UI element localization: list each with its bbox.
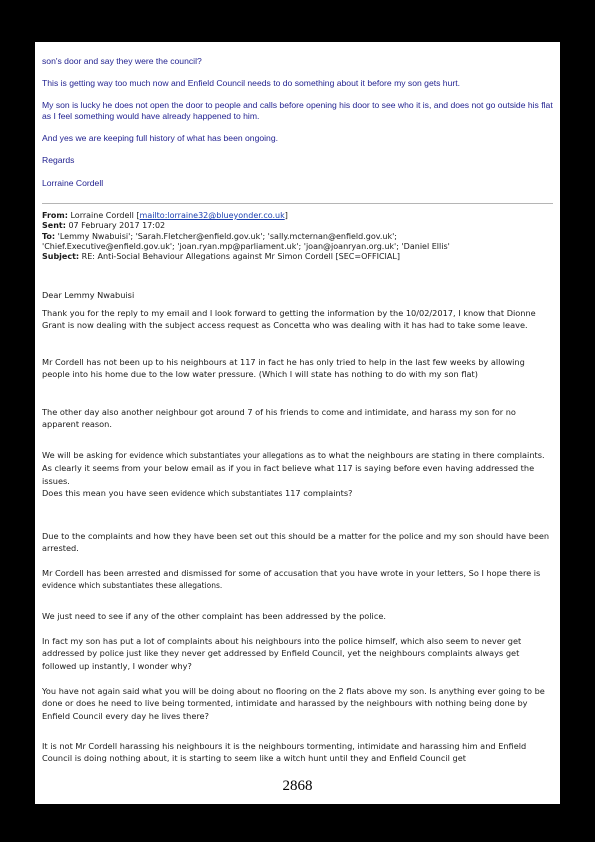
body-text: As clearly it seems from your below email as if you in fact believe what 117 is saying before even having addressed the issues.	[42, 463, 535, 486]
prev-email-paragraph: And yes we are keeping full history of what has been ongoing.	[42, 133, 279, 143]
body-paragraph: It is not Mr Cordell harassing his neighbours it is the neighbours tormenting, intimidate and harassing him and Enfield Council is doing nothing about, it is starting to seem like a witch hunt until they and Enfield Council get	[42, 741, 527, 764]
body-text: Mr Cordell has been arrested and dismissed for some of accusation that you have wrote in your letters, So I hope there is	[42, 568, 541, 578]
from-end: ]	[284, 211, 288, 220]
sent-label: Sent:	[42, 221, 66, 231]
from-label: From:	[42, 211, 68, 220]
to-label: To:	[42, 231, 56, 241]
to-line-continued: 'Chief.Executive@enfield.gov.uk'; 'joan.ryan.mp@parliament.uk'; 'joan@joanryan.org.uk'; 'Daniel Ellis'	[42, 241, 450, 251]
greeting: Dear Lemmy Nwabuisi	[42, 290, 135, 300]
prev-email-paragraph: This is getting way too much now and Enfield Council needs to do something about it before my son gets hurt.	[42, 78, 460, 88]
body-text-small: evidence which substantiates these allegations.	[42, 581, 223, 591]
separator-line	[42, 203, 553, 204]
sent-value: 07 February 2017 17:02	[68, 221, 166, 231]
body-paragraph	[42, 567, 554, 593]
body-text-small: evidence which substantiates	[171, 488, 283, 498]
prev-email-line: son's door and say they were the council?	[42, 56, 202, 66]
from-name: Lorraine Cordell [	[70, 211, 140, 220]
body-paragraph: You have not again said what you will be doing about no flooring on the 2 flats above my son. Is anything ever going to be done or does he need to live being tormented, intimidate and harassed by the neighbours with nothing being done by Enfield Council every day he lives there?	[42, 686, 545, 721]
body-paragraph: In fact my son has put a lot of complaints about his neighbours into the police himself, which also seem to never get addressed by police just like they never get addressed by Enfield Council, yet the neighbours complaints always get followed up instantly, I wonder why?	[42, 636, 522, 671]
body-paragraph: We just need to see if any of the other complaint has been addressed by the police.	[42, 611, 386, 621]
body-text: as to what the neighbours are stating in there complaints.	[305, 450, 545, 460]
subject-value: RE: Anti-Social Behaviour Allegations against Mr Simon Cordell [SEC=OFFICIAL]	[81, 252, 400, 262]
prev-email-closing: Regards	[42, 155, 75, 165]
body-paragraph: Due to the complaints and how they have been set out this should be a matter for the police and my son should have been arrested.	[42, 531, 550, 554]
to-recipients: 'Lemmy Nwabuisi'; 'Sarah.Fletcher@enfield.gov.uk'; 'sally.mcternan@enfield.gov.uk';	[57, 231, 397, 241]
document-page	[35, 42, 560, 804]
from-line	[42, 211, 554, 221]
body-paragraph: Thank you for the reply to my email and I look forward to getting the information by the 10/02/2017, I know that Dionne Grant is now dealing with the subject access request as Concetta who was dealing with it has had to take some leave.	[42, 308, 536, 331]
body-text: We will be asking for	[42, 450, 127, 460]
body-paragraph: The other day also another neighbour got around 7 of his friends to come and intimidate, and harass my son for no apparent reason.	[42, 407, 516, 430]
to-line	[42, 232, 554, 242]
prev-email-signature: Lorraine Cordell	[42, 178, 104, 188]
from-mailto-link[interactable]: mailto:lorraine32@blueyonder.co.uk	[139, 211, 285, 220]
prev-email-paragraph: My son is lucky he does not open the door to people and calls before opening his door to see who it is, and does not go outside his flat as I feel something would have already happened to him.	[42, 100, 553, 121]
body-text: Does this mean you have seen	[42, 487, 169, 498]
sent-line	[42, 221, 554, 231]
body-paragraph	[42, 449, 554, 500]
body-paragraph: Mr Cordell has not been up to his neighbours at 117 in fact he has only tried to help in the last few weeks by allowing people into his home due to the low water pressure. (Which I will state has nothing to do with my son flat)	[42, 357, 525, 380]
body-text: 117 complaints?	[285, 487, 353, 498]
email-header	[42, 211, 554, 262]
subject-label: Subject:	[42, 252, 80, 262]
page-number: 2868	[282, 778, 313, 794]
body-text-small: evidence which substantiates your allegations	[129, 451, 304, 460]
subject-line	[42, 252, 554, 262]
